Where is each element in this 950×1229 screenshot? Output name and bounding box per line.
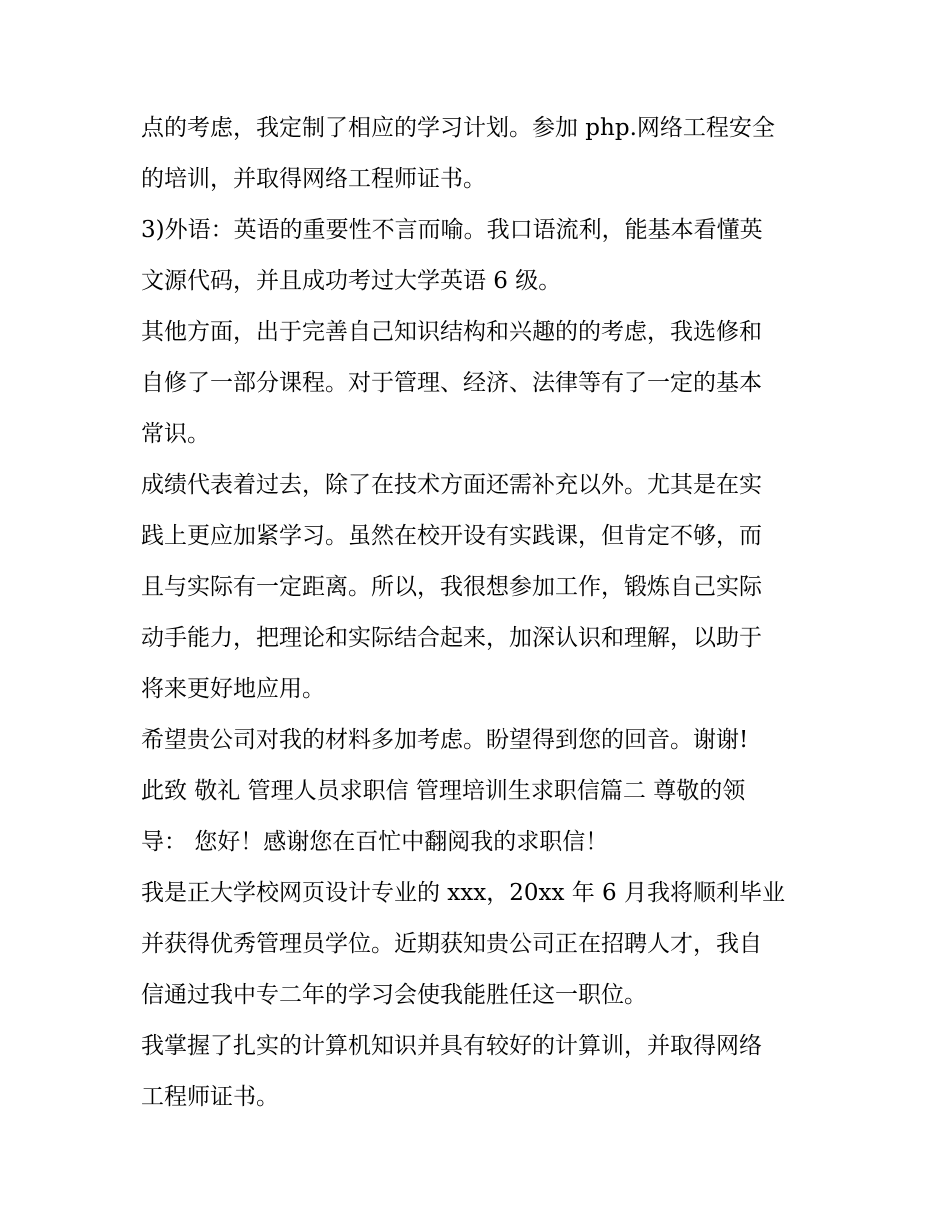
text-line: 工程师证书。 — [141, 1084, 279, 1110]
text-line: 动手能力，把理论和实际结合起来，加深认识和理解，以助于 — [141, 625, 762, 651]
text-line: 我是正大学校网页设计专业的 xxx，20xx 年 6 月我将顺利毕业 — [141, 880, 785, 906]
text-line: 自修了一部分课程。对于管理、经济、法律等有了一定的基本 — [141, 370, 762, 396]
text-line: 点的考虑，我定制了相应的学习计划。参加 php.网络工程安全 — [141, 115, 775, 141]
text-line: 导： 您好！感谢您在百忙中翻阅我的求职信！ — [141, 829, 609, 855]
text-line: 践上更应加紧学习。虽然在校开设有实践课，但肯定不够，而 — [141, 523, 762, 549]
text-line: 常识。 — [141, 421, 210, 447]
text-line: 其他方面，出于完善自己知识结构和兴趣的的考虑，我选修和 — [141, 319, 762, 345]
text-line: 成绩代表着过去，除了在技术方面还需补充以外。尤其是在实 — [141, 472, 762, 498]
text-line: 文源代码，并且成功考过大学英语 6 级。 — [141, 268, 562, 294]
text-line: 将来更好地应用。 — [141, 676, 325, 702]
text-line: 且与实际有一定距离。所以，我很想参加工作，锻炼自己实际 — [141, 574, 762, 600]
text-line: 并获得优秀管理员学位。近期获知贵公司正在招聘人才，我自 — [141, 931, 762, 957]
text-line: 的培训，并取得网络工程师证书。 — [141, 166, 486, 192]
body-text — [141, 103, 813, 1123]
text-line: 希望贵公司对我的材料多加考虑。盼望得到您的回音。谢谢! — [141, 727, 749, 753]
text-line: 信通过我中专二年的学习会使我能胜任这一职位。 — [141, 982, 647, 1008]
text-line: 此致 敬礼 管理人员求职信 管理培训生求职信篇二 尊敬的领 — [141, 778, 746, 804]
text-line: 我掌握了扎实的计算机知识并具有较好的计算训，并取得网络 — [141, 1033, 762, 1059]
text-line: 3)外语：英语的重要性不言而喻。我口语流利，能基本看懂英 — [141, 217, 763, 243]
